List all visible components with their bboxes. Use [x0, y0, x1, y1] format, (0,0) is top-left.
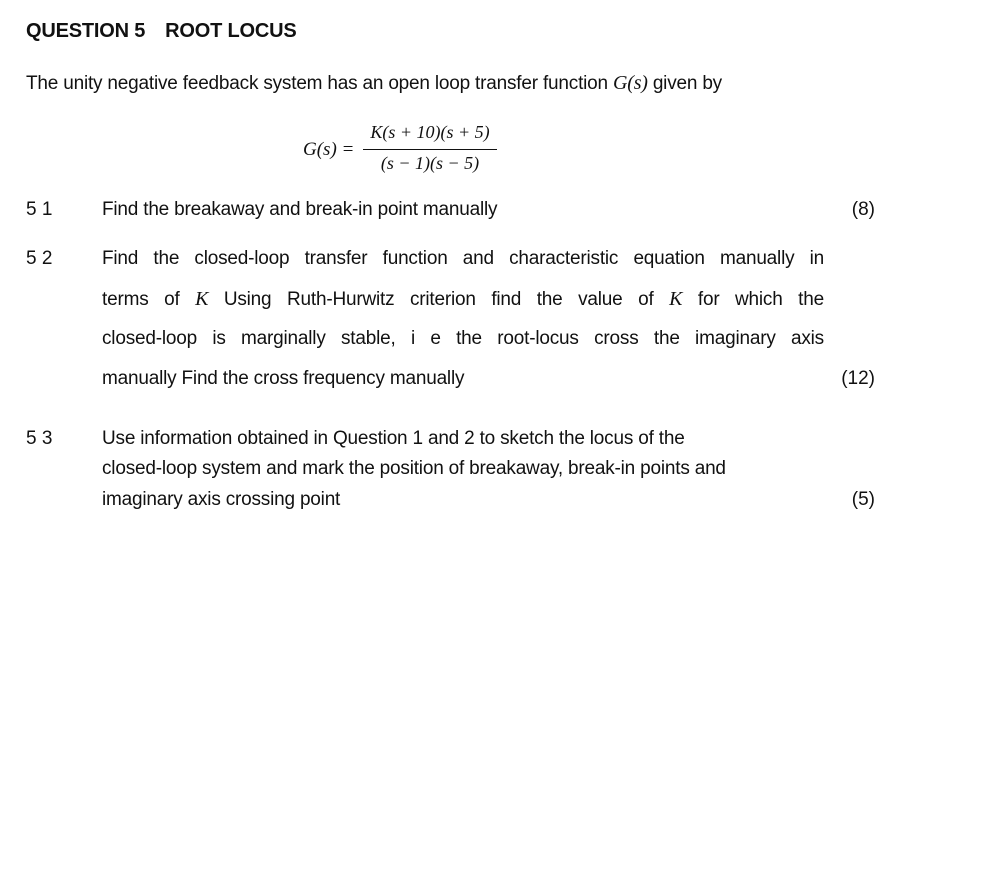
question-5-3-number: 5 3 — [26, 428, 53, 449]
intro-symbol: G(s) — [612, 72, 648, 94]
question-number: QUESTION 5 — [26, 20, 146, 42]
question-5-1-text: Find the breakaway and break-in point manually — [102, 199, 498, 220]
intro-paragraph — [26, 72, 722, 95]
question-5-2-marks: (12) — [841, 368, 875, 389]
question-5-1-marks: (8) — [851, 199, 875, 220]
k-symbol: K — [195, 288, 209, 310]
question-5-2-line-2: terms of K Using Ruth-Hurwitz criterion find the value of K for which the — [102, 288, 824, 310]
equation-denominator: (s − 1)(s − 5) — [380, 153, 480, 173]
question-5-2-line-4: manually Find the cross frequency manually — [102, 368, 465, 389]
question-5-2-line-1: Find the closed-loop transfer function and characteristic equation manually in — [102, 248, 824, 269]
question-5-1-number: 5 1 — [26, 199, 53, 220]
question-5-2-number: 5 2 — [26, 248, 53, 269]
fraction-bar — [363, 149, 497, 150]
question-title: ROOT LOCUS — [165, 20, 297, 42]
intro-text-before: The unity negative feedback system has an open loop transfer function — [26, 73, 613, 94]
question-heading — [26, 20, 296, 43]
equation-numerator: K(s + 10)(s + 5) — [370, 122, 490, 142]
question-5-3-line-2: closed-loop system and mark the position of breakaway, break-in points and — [102, 458, 726, 479]
question-5-2-line-3: closed-loop is marginally stable, i e the root-locus cross the imaginary axis — [102, 328, 824, 349]
question-5-3-line-3: imaginary axis crossing point — [102, 489, 341, 510]
question-5-3-line-1: Use information obtained in Question 1 and 2 to sketch the locus of the — [102, 428, 685, 449]
question-5-3-marks: (5) — [851, 489, 875, 510]
k-symbol: K — [669, 288, 683, 310]
equation-lhs: G(s) = — [303, 139, 355, 160]
intro-text-after: given by — [647, 73, 722, 94]
